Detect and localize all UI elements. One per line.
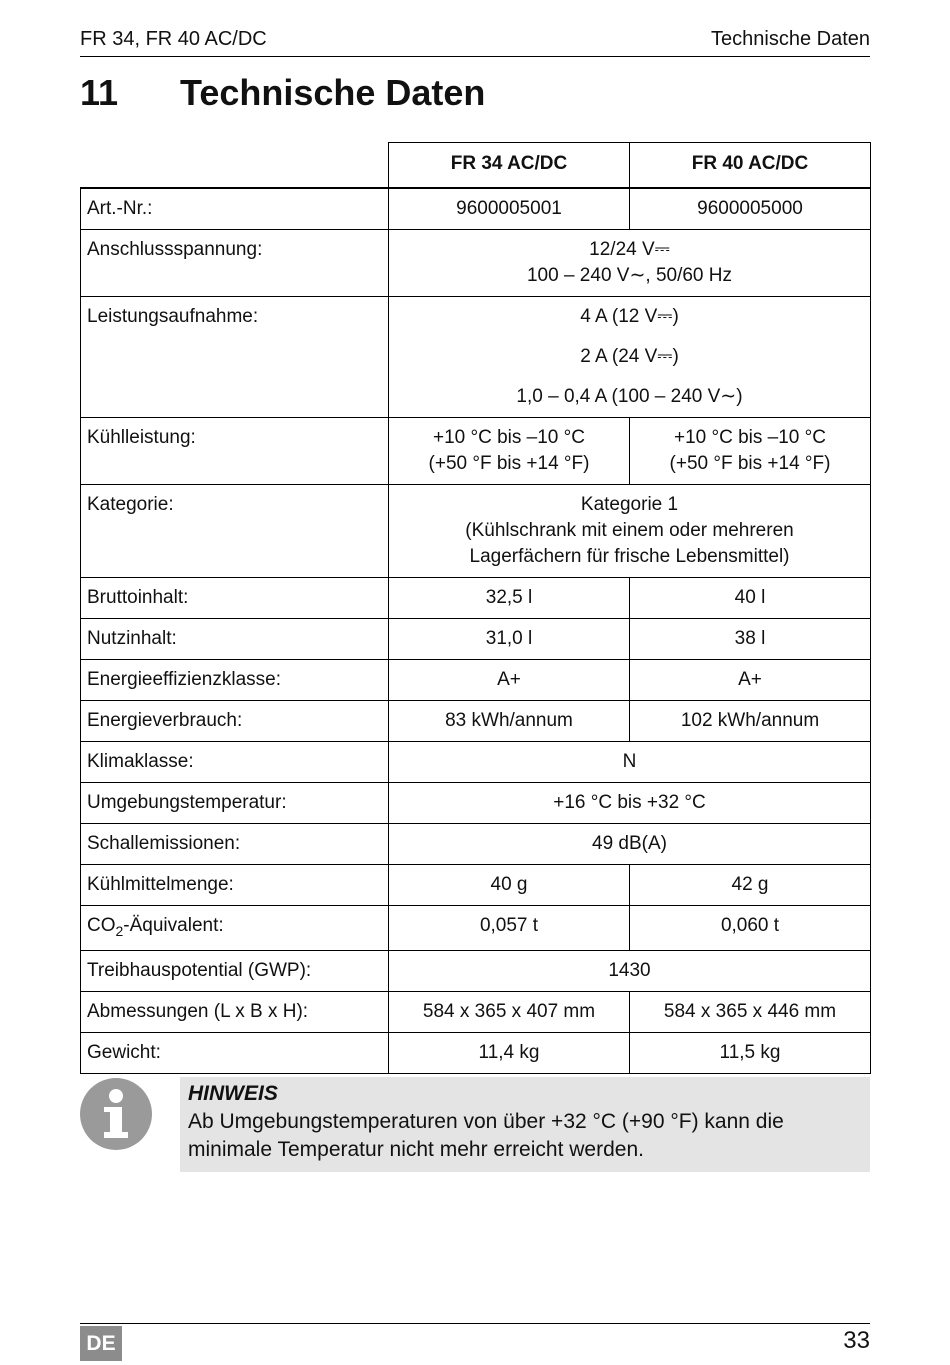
spec-table — [80, 142, 871, 1074]
note-box — [180, 1077, 870, 1172]
cell-value: A+ — [630, 660, 871, 701]
row-label: Kategorie: — [81, 485, 389, 578]
column-header-fr40: FR 40 AC/DC — [630, 143, 871, 189]
row-label: Klimaklasse: — [81, 742, 389, 783]
header-product: FR 34, FR 40 AC/DC — [80, 28, 267, 50]
row-label: Kühlmittelmenge: — [81, 865, 389, 906]
page-header — [80, 26, 870, 57]
cell-value: 11,5 kg — [630, 1033, 871, 1074]
cell-value: +16 °C bis +32 °C — [389, 783, 871, 824]
row-label: Gewicht: — [81, 1033, 389, 1074]
label-part: -Äquivalent: — [123, 915, 224, 936]
cell-value: 83 kWh/annum — [389, 701, 630, 742]
cell-value: 31,0 l — [389, 619, 630, 660]
cell-line: Kategorie 1 — [580, 494, 679, 515]
cell-line: 2 A (24 V⎓) — [580, 346, 679, 367]
cell-value: 38 l — [630, 619, 871, 660]
row-label: Art.-Nr.: — [81, 188, 389, 230]
cell-value: 49 dB(A) — [389, 824, 871, 865]
chapter-title: Technische Daten — [180, 72, 486, 113]
row-label — [81, 906, 389, 951]
row-label: Kühlleistung: — [81, 418, 389, 485]
cell-value: 9600005000 — [630, 188, 871, 230]
label-subscript: 2 — [115, 922, 124, 939]
row-label: Umgebungstemperatur: — [81, 783, 389, 824]
cell-value: 584 x 365 x 446 mm — [630, 992, 871, 1033]
column-header-fr34: FR 34 AC/DC — [389, 143, 630, 189]
note-title: HINWEIS — [188, 1082, 278, 1105]
cell-value — [389, 230, 871, 297]
cell-value: 0,057 t — [389, 906, 630, 951]
cell-value: 0,060 t — [630, 906, 871, 951]
chapter-heading — [80, 72, 485, 114]
header-section: Technische Daten — [711, 28, 870, 50]
cell-line: (+50 °F bis +14 °F) — [428, 453, 590, 474]
cell-value — [389, 485, 871, 578]
row-label: Bruttoinhalt: — [81, 578, 389, 619]
table-row — [81, 865, 871, 906]
cell-line: 1,0 – 0,4 A (100 – 240 V∼) — [516, 386, 743, 407]
table-row — [81, 701, 871, 742]
table-row — [81, 992, 871, 1033]
table-row — [81, 188, 871, 230]
note-text: Ab Umgebungstemperaturen von über +32 °C (+90 °F) kann die minimale Temperatur nicht mehr erreicht werden. — [188, 1110, 784, 1161]
cell-line: +10 °C bis –10 °C — [433, 427, 585, 448]
table-corner — [81, 143, 389, 189]
cell-line: (+50 °F bis +14 °F) — [669, 453, 831, 474]
cell-line: 12/24 V⎓ — [589, 239, 670, 260]
page-number: 33 — [843, 1327, 870, 1354]
row-label: Leistungsaufnahme: — [81, 297, 389, 418]
cell-value: 584 x 365 x 407 mm — [389, 992, 630, 1033]
cell-value: 32,5 l — [389, 578, 630, 619]
table-row — [81, 418, 871, 485]
table-row — [81, 578, 871, 619]
row-label: Energieverbrauch: — [81, 701, 389, 742]
row-label: Energieeffizienzklasse: — [81, 660, 389, 701]
cell-value: 9600005001 — [389, 188, 630, 230]
row-label: Abmessungen (L x B x H): — [81, 992, 389, 1033]
table-row — [81, 951, 871, 992]
cell-value: A+ — [389, 660, 630, 701]
language-badge: DE — [80, 1326, 122, 1361]
cell-line: +10 °C bis –10 °C — [674, 427, 826, 448]
table-row — [81, 742, 871, 783]
cell-line: Lagerfächern für frische Lebensmittel) — [469, 546, 790, 567]
cell-value — [389, 297, 871, 418]
row-label: Schallemissionen: — [81, 824, 389, 865]
table-header-row — [81, 143, 871, 189]
row-label: Anschlussspannung: — [81, 230, 389, 297]
cell-value: 40 g — [389, 865, 630, 906]
row-label: Treibhauspotential (GWP): — [81, 951, 389, 992]
chapter-number: 11 — [80, 72, 119, 113]
table-row — [81, 824, 871, 865]
cell-value: 11,4 kg — [389, 1033, 630, 1074]
row-label: Nutzinhalt: — [81, 619, 389, 660]
label-part: CO — [87, 915, 116, 936]
table-row — [81, 1033, 871, 1074]
table-row — [81, 660, 871, 701]
cell-value: 102 kWh/annum — [630, 701, 871, 742]
cell-value: 42 g — [630, 865, 871, 906]
cell-value: 1430 — [389, 951, 871, 992]
table-row — [81, 230, 871, 297]
cell-line: 4 A (12 V⎓) — [580, 306, 679, 327]
footer-divider — [80, 1323, 870, 1324]
cell-value: N — [389, 742, 871, 783]
table-row — [81, 619, 871, 660]
table-row — [81, 485, 871, 578]
cell-value — [630, 418, 871, 485]
info-icon — [80, 1078, 152, 1150]
table-row — [81, 297, 871, 418]
cell-line: (Kühlschrank mit einem oder mehreren — [465, 520, 794, 541]
cell-value — [389, 418, 630, 485]
cell-value: 40 l — [630, 578, 871, 619]
table-row — [81, 783, 871, 824]
table-row — [81, 906, 871, 951]
cell-line: 100 – 240 V∼, 50/60 Hz — [526, 265, 732, 286]
